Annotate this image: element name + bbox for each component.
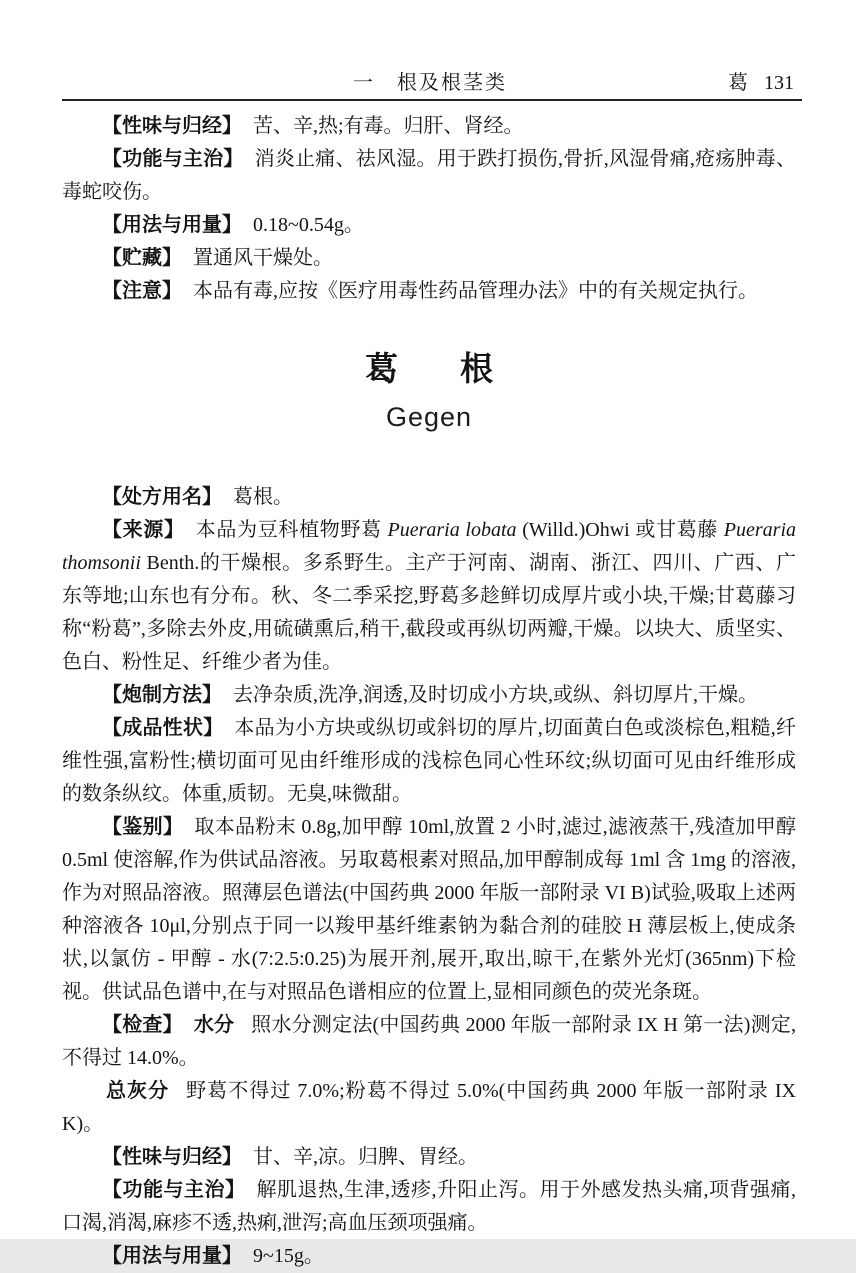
latin-name-2: Pueraria thomsonii (62, 519, 797, 574)
header-divider (62, 99, 802, 101)
page-header (62, 66, 798, 94)
section-text: 照水分测定法(中国药典 2000 年版一部附录 IX H 第一法)测定,不得过 14.0%。 (62, 1014, 797, 1069)
section-processing (62, 679, 796, 712)
section-label: 【检查】 (102, 1014, 183, 1036)
section-label: 【鉴别】 (102, 816, 184, 838)
section-text: 9~15g。 (253, 1245, 324, 1267)
section-examination (62, 1009, 796, 1075)
monograph-title-block (62, 350, 796, 435)
section-label: 【贮藏】 (102, 247, 182, 269)
section-functions (62, 1174, 796, 1240)
section-text: 本品有毒,应按《医疗用毒性药品管理办法》中的有关规定执行。 (193, 280, 758, 302)
section-text: 本品为小方块或纵切或斜切的厚片,切面黄白色或淡棕色,粗糙,纤维性强,富粉性;横切面可见由纤维形成的浅棕色同心性环纹;纵切面可见由纤维形成的数条纵纹。体重,质韧。无臭,味微甜。 (62, 717, 797, 805)
section-text: 消炎止痛、祛风湿。用于跌打损伤,骨折,风湿骨痛,疮疡肿毒、毒蛇咬伤。 (62, 148, 797, 203)
section-text: 本品为豆科植物野葛 (195, 519, 388, 541)
section-text: 葛根。 (233, 486, 293, 508)
section-label: 【用法与用量】 (102, 214, 242, 236)
running-section-title: 一 根及根茎类 (353, 72, 507, 94)
sub-label-total-ash: 总灰分 (106, 1080, 170, 1102)
title-char-2: 根 (460, 352, 493, 388)
running-head-right (728, 66, 794, 95)
section-label: 【来源】 (102, 519, 185, 541)
section-flavor-meridian-prev (62, 110, 796, 143)
section-text: 甘、辛,凉。归脾、胃经。 (253, 1146, 478, 1168)
section-functions-prev (62, 143, 796, 209)
section-text: (Willd.)Ohwi 或甘葛藤 (516, 519, 724, 541)
section-text: 去净杂质,洗净,润透,及时切成小方块,或纵、斜切厚片,干燥。 (233, 684, 758, 706)
section-label: 【注意】 (102, 280, 182, 302)
section-text: 野葛不得过 7.0%;粉葛不得过 5.0%(中国药典 2000 年版一部附录 IX K)。 (62, 1080, 797, 1135)
section-dosage-prev (62, 209, 796, 242)
section-text: 置通风干燥处。 (193, 247, 333, 269)
section-text: Benth.的干燥根。多系野生。主产于河南、湖南、浙江、四川、广西、广东等地;山东也有分布。秋、冬二季采挖,野葛多趁鲜切成厚片或小块,干燥;甘葛藤习称“粉葛”,多除去外皮,用硫磺熏后,稍干,截段或再纵切两瓣,干燥。以块大、质坚实、色白、粉性足、纤维少者为佳。 (62, 552, 796, 673)
section-total-ash (62, 1075, 796, 1141)
section-label: 【功能与主治】 (102, 148, 244, 170)
latin-name-1: Pueraria lobata (387, 519, 517, 541)
section-label: 【成品性状】 (102, 717, 224, 739)
section-label: 【用法与用量】 (102, 1245, 242, 1267)
section-text: 取本品粉末 0.8g,加甲醇 10ml,放置 2 小时,滤过,滤液蒸干,残渣加甲醇 0.5ml 使溶解,作为供试品溶液。另取葛根素对照品,加甲醇制成每 1ml 含 1mg 的溶液,作为对照品溶液。照薄层色谱法(中国药典 2000 年版一部附录 VI B)试验,吸取上述两种溶液各 10μl,分别点于同一以羧甲基纤维素钠为黏合剂的硅胶 H 薄层板上,使成条状,以氯仿 - 甲醇 - 水(7:2.5:0.25)为展开剂,展开,取出,晾干,在紫外光灯(365nm)下检视。供试品色谱中,在与对照品色谱相应的位置上,显相同颜色的荧光条斑。 (62, 816, 796, 1003)
entry-char: 葛 (728, 72, 748, 94)
section-storage-prev (62, 242, 796, 275)
section-text: 苦、辛,热;有毒。归肝、肾经。 (253, 115, 524, 137)
section-source (62, 514, 796, 679)
section-description (62, 712, 796, 811)
title-char-1: 葛 (365, 352, 398, 388)
page-content (62, 110, 796, 1273)
section-label: 【炮制方法】 (102, 684, 222, 706)
section-dosage (62, 1240, 796, 1273)
monograph-title-pinyin: Gegen (385, 402, 473, 432)
section-caution-prev (62, 275, 796, 308)
section-flavor-meridian (62, 1141, 796, 1174)
section-prescription-name (62, 481, 796, 514)
section-identification (62, 811, 796, 1009)
section-label: 【性味与归经】 (102, 1146, 242, 1168)
page-number: 131 (764, 72, 794, 94)
sub-label-moisture: 水分 (193, 1014, 235, 1036)
section-label: 【处方用名】 (102, 486, 222, 508)
section-label: 【性味与归经】 (102, 115, 242, 137)
section-text: 解肌退热,生津,透疹,升阳止泻。用于外感发热头痛,项背强痛,口渴,消渴,麻疹不透,热痢,泄泻;高血压颈项强痛。 (62, 1179, 796, 1234)
section-label: 【功能与主治】 (102, 1179, 246, 1201)
monograph-title-zh (62, 350, 796, 390)
section-text: 0.18~0.54g。 (253, 214, 364, 236)
